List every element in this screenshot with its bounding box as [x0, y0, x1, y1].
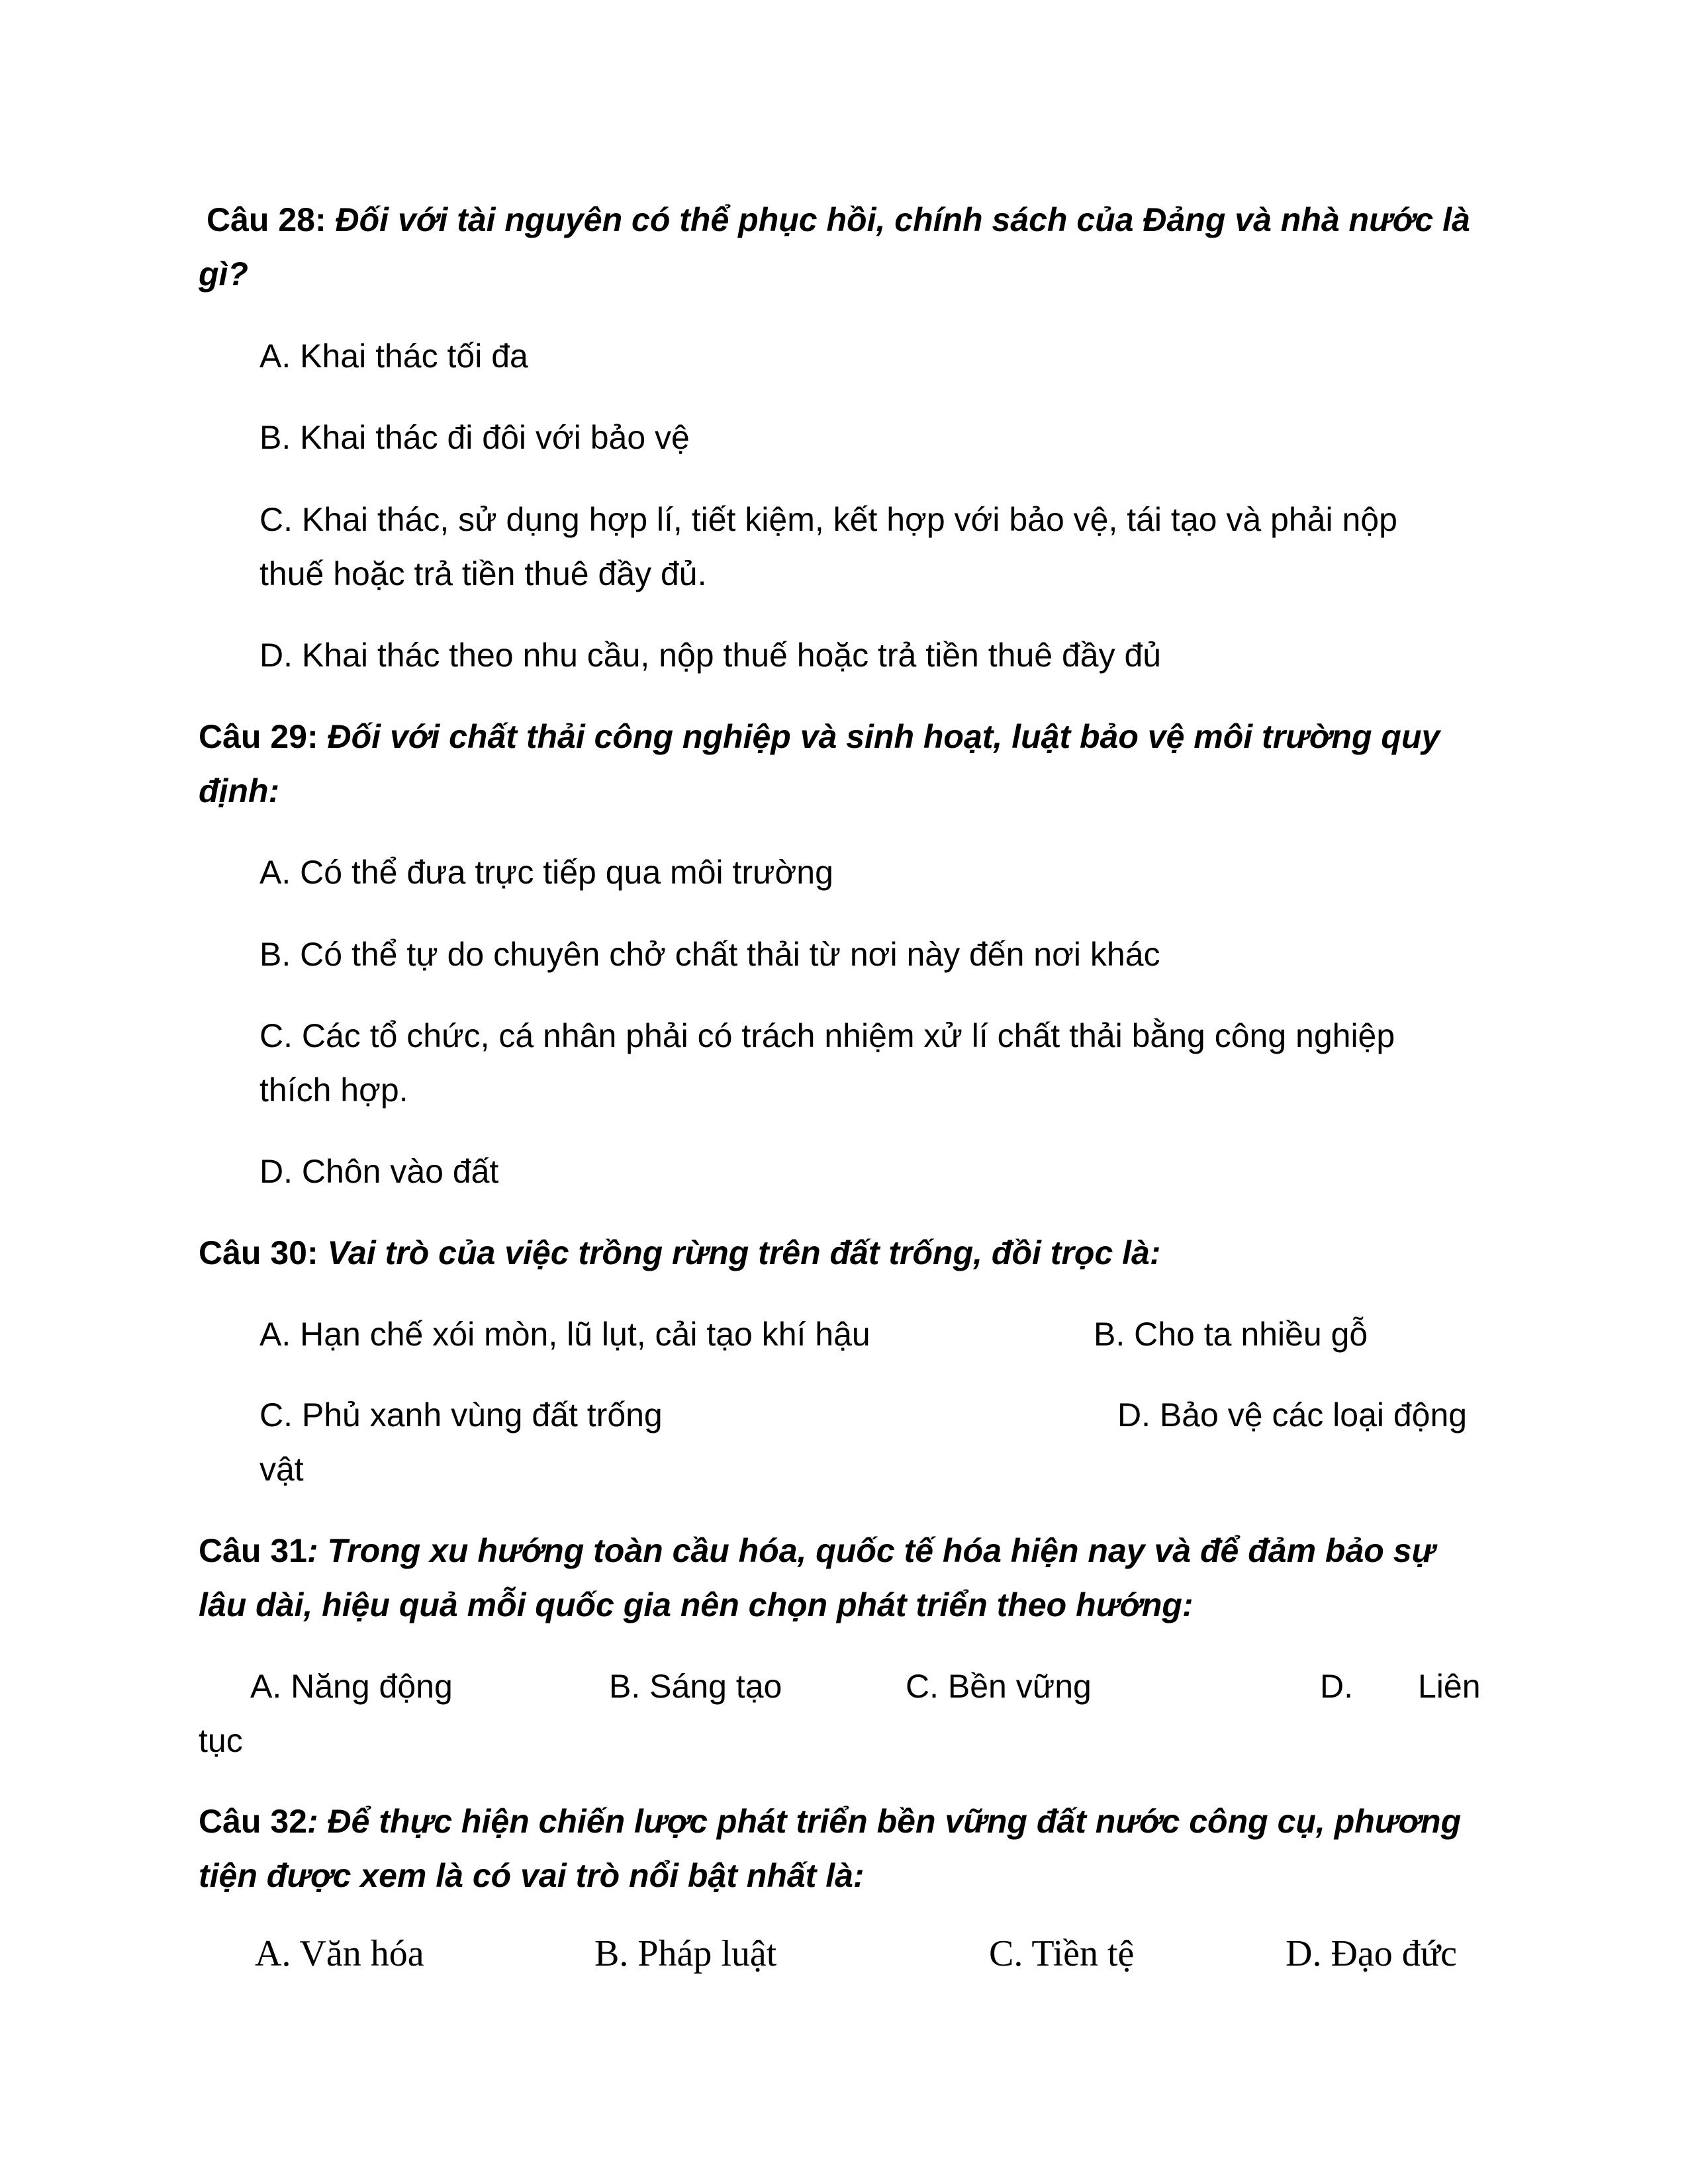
option-d: Liên: [1418, 1668, 1481, 1705]
question-text: Đối với chất thải công nghiệp và sinh hoạt, luật bảo vệ môi trường quy: [327, 718, 1440, 755]
question-text: gì?: [199, 255, 248, 293]
option-c: C. Các tổ chức, cá nhân phải có trách nhiệm xử lí chất thải bằng công nghiệp: [259, 1017, 1395, 1054]
option-c: C. Tiền tệ: [989, 1933, 1135, 1974]
option-d-cont: vật: [259, 1451, 304, 1488]
question-text: định:: [199, 772, 280, 809]
option-b: B. Cho ta nhiều gỗ: [1094, 1316, 1368, 1353]
question-number: Câu 29:: [199, 718, 318, 755]
option-a: A. Khai thác tối đa: [259, 338, 528, 375]
question-29-prompt-cont: [199, 771, 279, 811]
option-d: D. Khai thác theo nhu cầu, nộp thuế hoặc trả tiền thuê đầy đủ: [259, 637, 1162, 674]
option-a: A. Hạn chế xói mòn, lũ lụt, cải tạo khí hậu: [259, 1316, 870, 1353]
question-29-prompt: [199, 717, 1440, 756]
question-number: Câu 28:: [207, 201, 326, 238]
option-b: B. Sáng tạo: [609, 1668, 782, 1705]
question-31-prompt: [199, 1531, 1435, 1570]
option-a: A. Có thể đưa trực tiếp qua môi trường: [259, 854, 833, 891]
option-a: A. Năng động: [250, 1668, 453, 1705]
question-number: Câu 30:: [199, 1234, 318, 1271]
question-32-prompt-cont: [199, 1856, 865, 1895]
option-c: C. Phủ xanh vùng đất trống: [259, 1396, 663, 1433]
option-a: A. Văn hóa: [255, 1933, 424, 1974]
option-b: B. Khai thác đi đôi với bảo vệ: [259, 419, 690, 456]
option-d-cont: tục: [199, 1722, 243, 1759]
question-text: Vai trò của việc trồng rừng trên đất trống, đồi trọc là:: [327, 1234, 1161, 1271]
option-b: B. Có thể tự do chuyên chở chất thải từ nơi này đến nơi khác: [259, 936, 1160, 973]
option-d: D. Bảo vệ các loại động: [1117, 1396, 1468, 1433]
option-c-cont: thuế hoặc trả tiền thuê đầy đủ.: [259, 555, 707, 592]
question-number: Câu 31: [199, 1532, 307, 1569]
question-text: : Để thực hiện chiến lược phát triển bền vững đất nước công cụ, phương: [306, 1803, 1462, 1840]
question-28-prompt: [207, 200, 1470, 240]
question-text: tiện được xem là có vai trò nổi bật nhất là:: [199, 1857, 865, 1894]
question-number: Câu 32: [199, 1803, 307, 1840]
option-b: B. Pháp luật: [594, 1933, 777, 1974]
question-30-prompt: [199, 1233, 1161, 1273]
question-31-prompt-cont: [199, 1585, 1194, 1625]
option-c: C. Khai thác, sử dụng hợp lí, tiết kiệm, kết hợp với bảo vệ, tái tạo và phải nộp: [259, 501, 1397, 538]
question-text: lâu dài, hiệu quả mỗi quốc gia nên chọn phát triển theo hướng:: [199, 1586, 1194, 1623]
option-d: D. Đạo đức: [1286, 1933, 1457, 1974]
question-text: : Trong xu hướng toàn cầu hóa, quốc tế hóa hiện nay và để đảm bảo sự: [306, 1532, 1436, 1569]
question-28-prompt-cont: [199, 254, 248, 294]
question-32-prompt: [199, 1801, 1461, 1841]
option-d-letter: D.: [1320, 1668, 1353, 1705]
option-c-cont: thích hợp.: [259, 1071, 408, 1109]
option-c: C. Bền vững: [906, 1668, 1092, 1705]
option-d: D. Chôn vào đất: [259, 1153, 499, 1190]
question-text: Đối với tài nguyên có thể phục hồi, chính sách của Đảng và nhà nước là: [335, 201, 1470, 238]
